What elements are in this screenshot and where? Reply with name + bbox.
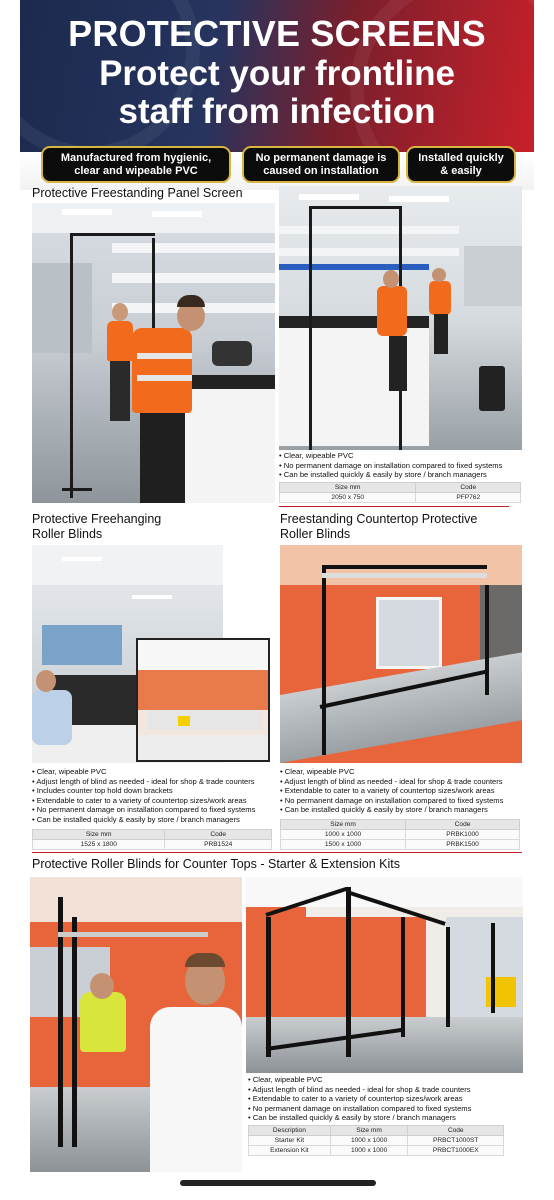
badge-hygienic-pvc: Manufactured from hygienic, clear and wipeable PVC — [41, 146, 231, 183]
spec-table-kits: Description Size mm Code Starter Kit 1000 x 1000 PRBCT1000ST Extension Kit 1000 x 1000 PRBCT1000EX — [248, 1125, 504, 1156]
bullet: • Extendable to cater to a variety of countertop sizes/work areas — [32, 796, 255, 806]
bullet: • Can be installed quickly & easily by store / branch managers — [32, 815, 255, 825]
table-row: 1500 x 1000 PRBK1500 — [281, 840, 520, 850]
bullet: • Clear, wipeable PVC — [279, 451, 502, 461]
bullets-freehanging — [32, 767, 255, 825]
home-indicator[interactable] — [180, 1180, 376, 1186]
section-title-freehanging: Protective Freehanging Roller Blinds — [32, 512, 162, 541]
bullet: • Adjust length of blind as needed - ideal for shop & trade counters — [248, 1085, 471, 1095]
bullet: • Clear, wipeable PVC — [280, 767, 503, 777]
section-title-kits: Protective Roller Blinds for Counter Tops - Starter & Extension Kits — [32, 857, 400, 871]
page-subtitle-line1: Protect your frontline — [99, 54, 455, 93]
bullet: • Can be installed quickly & easily by store / branch managers — [248, 1113, 471, 1123]
photo-panel-screen-workers — [279, 186, 522, 450]
spec-table-freehanging: Size mm Code 1525 x 1800 PRB1524 — [32, 829, 272, 850]
bullet: • No permanent damage on installation compared to fixed systems — [279, 461, 502, 471]
table-row: Starter Kit 1000 x 1000 PRBCT1000ST — [249, 1136, 504, 1146]
photo-panel-screen-worker — [32, 203, 275, 503]
bullet: • Extendable to cater to a variety of countertop sizes/work areas — [280, 786, 503, 796]
photo-kits-counter — [30, 877, 242, 1172]
bullets-kits — [248, 1075, 471, 1123]
table-row: 1000 x 1000 PRBK1000 — [281, 830, 520, 840]
section-title-countertop: Freestanding Countertop Protective Roller Blinds — [280, 512, 478, 541]
bullet: • No permanent damage on installation compared to fixed systems — [248, 1104, 471, 1114]
badge-installed-quickly: Installed quickly & easily — [406, 146, 516, 183]
spec-table-panel-screen: Size mm Code 2050 x 750 PFP762 — [279, 482, 521, 503]
section-divider — [279, 506, 509, 507]
section-divider — [32, 852, 522, 853]
table-row: Extension Kit 1000 x 1000 PRBCT1000EX — [249, 1146, 504, 1156]
photo-freehanging-inset — [136, 638, 270, 762]
bullet: • Can be installed quickly & easily by store / branch managers — [279, 470, 502, 480]
bullet: • Adjust length of blind as needed - ideal for shop & trade counters — [32, 777, 255, 787]
header-banner — [20, 0, 534, 152]
page-subtitle-line2: staff from infection — [118, 92, 436, 131]
page-title: PROTECTIVE SCREENS — [68, 13, 486, 54]
badge-no-damage: No permanent damage is caused on installation — [242, 146, 400, 183]
bullet: • Can be installed quickly & easily by store / branch managers — [280, 805, 503, 815]
bullet: • No permanent damage on installation compared to fixed systems — [280, 796, 503, 806]
spec-table-countertop: Size mm Code 1000 x 1000 PRBK1000 1500 x 1000 PRBK1500 — [280, 819, 520, 850]
table-row: 2050 x 750 PFP762 — [280, 493, 521, 503]
bullet: • Includes counter top hold down brackets — [32, 786, 255, 796]
photo-countertop-blind — [280, 545, 522, 763]
bullet: • No permanent damage on installation compared to fixed systems — [32, 805, 255, 815]
bullet: • Adjust length of blind as needed - ideal for shop & trade counters — [280, 777, 503, 787]
photo-kits-extension — [246, 877, 523, 1073]
bullet: • Clear, wipeable PVC — [248, 1075, 471, 1085]
bullets-countertop — [280, 767, 503, 815]
bullets-panel-screen — [279, 451, 502, 480]
table-row: 1525 x 1800 PRB1524 — [33, 840, 272, 850]
bullet: • Clear, wipeable PVC — [32, 767, 255, 777]
section-title-panel-screen: Protective Freestanding Panel Screen — [32, 186, 243, 200]
bullet: • Extendable to cater to a variety of countertop sizes/work areas — [248, 1094, 471, 1104]
